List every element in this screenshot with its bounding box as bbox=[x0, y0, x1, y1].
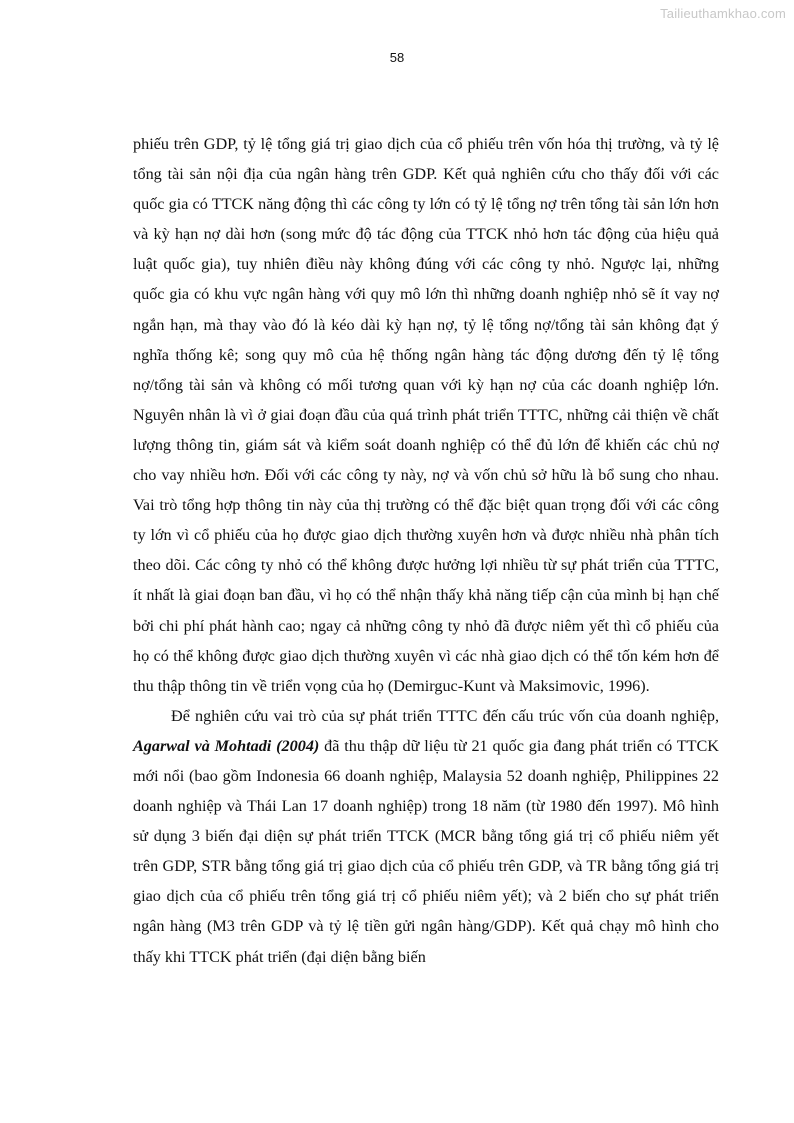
watermark: Tailieuthamkhao.com bbox=[660, 6, 786, 21]
paragraph-1: phiếu trên GDP, tỷ lệ tổng giá trị giao dịch của cổ phiếu trên vốn hóa thị trường, và tỷ lệ tổng tài sản nội địa của ngân hàng trên GDP. Kết quả nghiên cứu cho thấy đối với các quốc gia có TTCK năng động thì các công ty lớn có tỷ lệ tổng nợ trên tổng tài sản lớn hơn và kỳ hạn nợ dài hơn (song mức độ tác động của TTCK nhỏ hơn tác động của hiệu quả luật quốc gia), tuy nhiên điều này không đúng với các công ty nhỏ. Ngược lại, những quốc gia có khu vực ngân hàng với quy mô lớn thì những doanh nghiệp nhỏ sẽ ít vay nợ ngắn hạn, mà thay vào đó là kéo dài kỳ hạn nợ, tỷ lệ tổng nợ/tổng tài sản không đạt ý nghĩa thống kê; song quy mô của hệ thống ngân hàng tác động dương đến tỷ lệ tổng nợ/tổng tài sản và không có mối tương quan với kỳ hạn nợ của các doanh nghiệp lớn. Nguyên nhân là vì ở giai đoạn đầu của quá trình phát triển TTTC, những cải thiện về chất lượng thông tin, giám sát và kiểm soát doanh nghiệp có thể đủ lớn để khiến các chủ nợ cho vay nhiều hơn. Đối với các công ty này, nợ và vốn chủ sở hữu là bổ sung cho nhau. Vai trò tổng hợp thông tin này của thị trường có thể đặc biệt quan trọng đối với các công ty lớn vì cổ phiếu của họ được giao dịch thường xuyên hơn và được nhiều nhà phân tích theo dõi. Các công ty nhỏ có thể không được hưởng lợi nhiều từ sự phát triển của TTTC, ít nhất là giai đoạn ban đầu, vì họ có thể nhận thấy khả năng tiếp cận của mình bị hạn chế bởi chi phí phát hành cao; ngay cả những công ty nhỏ đã được niêm yết thì cổ phiếu của họ có thể không được giao dịch thường xuyên vì các nhà giao dịch có thể tốn kém hơn để thu thập thông tin về triển vọng của họ (Demirguc-Kunt và Maksimovic, 1996). bbox=[133, 135, 719, 695]
page-number: 58 bbox=[389, 50, 405, 65]
paragraph-2 bbox=[133, 701, 719, 972]
document-body bbox=[133, 129, 719, 972]
citation-agarwal-mohtadi: Agarwal và Mohtadi (2004) bbox=[133, 736, 320, 755]
paragraph-2-before: Để nghiên cứu vai trò của sự phát triển TTTC đến cấu trúc vốn của doanh nghiệp, bbox=[171, 706, 719, 725]
paragraph-2-after: đã thu thập dữ liệu từ 21 quốc gia đang phát triển có TTCK mới nổi (bao gồm Indonesia 66 doanh nghiệp, Malaysia 52 doanh nghiệp, Philippines 22 doanh nghiệp và Thái Lan 17 doanh nghiệp) trong 18 năm (từ 1980 đến 1997). Mô hình sử dụng 3 biến đại diện sự phát triển TTCK (MCR bằng tổng giá trị cổ phiếu niêm yết trên GDP, STR bằng tổng giá trị giao dịch của cổ phiếu trên GDP, và TR bằng tổng giá trị giao dịch của cổ phiếu trên tổng giá trị cổ phiếu niêm yết); và 2 biến cho sự phát triển ngân hàng (M3 trên GDP và tỷ lệ tiền gửi ngân hàng/GDP). Kết quả chạy mô hình cho thấy khi TTCK phát triển (đại diện bằng biến bbox=[133, 736, 719, 966]
